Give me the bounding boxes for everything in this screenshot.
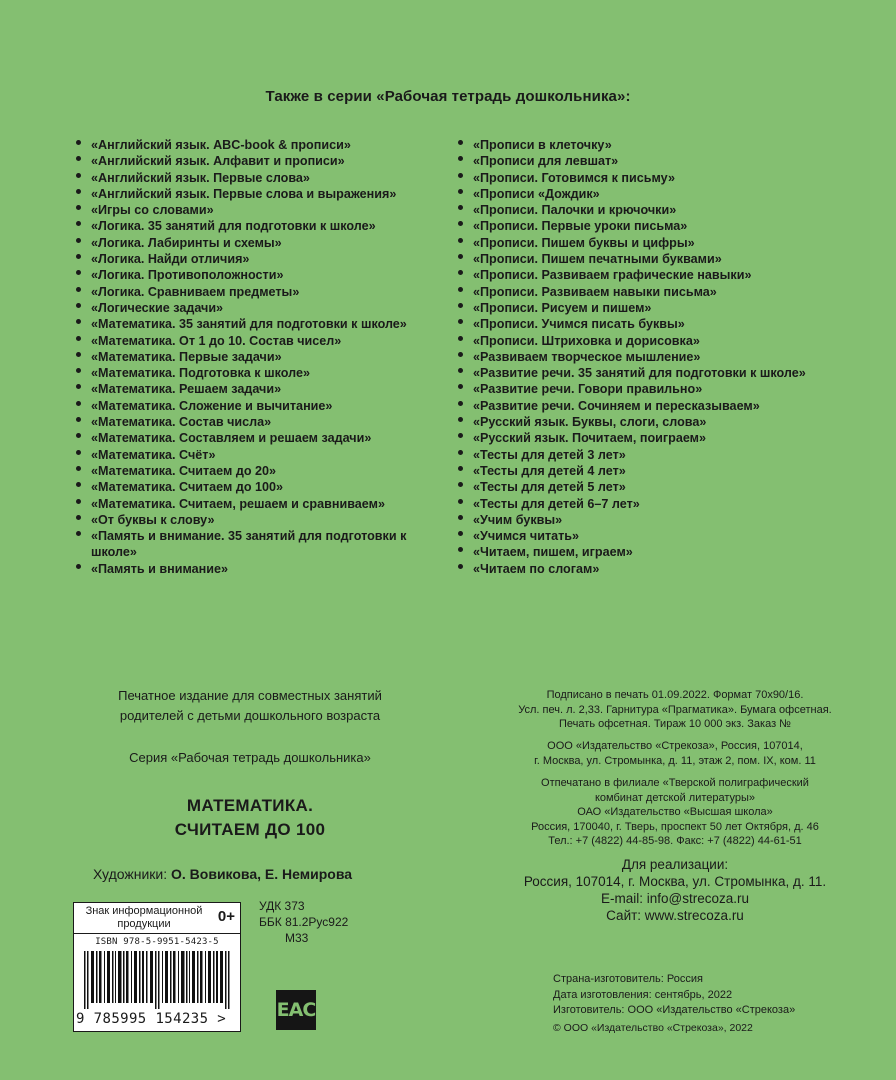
bullet-icon: [458, 221, 463, 226]
list-item: «Тесты для детей 4 лет»: [460, 463, 880, 479]
list-item: «Математика. Состав числа»: [78, 414, 438, 430]
book-title: МАТЕМАТИКА. СЧИТАЕМ ДО 100: [174, 796, 326, 839]
bullet-icon: [76, 156, 81, 161]
list-item: «Математика. От 1 до 10. Состав чисел»: [78, 333, 438, 349]
eac-mark-icon: EAC: [276, 990, 316, 1030]
bullet-icon: [458, 531, 463, 536]
bullet-icon: [458, 319, 463, 324]
bullet-icon: [458, 564, 463, 569]
bullet-icon: [76, 189, 81, 194]
bullet-icon: [458, 466, 463, 471]
bullet-icon: [458, 140, 463, 145]
bullet-icon: [458, 238, 463, 243]
bullet-icon: [458, 482, 463, 487]
bullet-icon: [76, 417, 81, 422]
list-item: «Математика. Считаем до 100»: [78, 479, 438, 495]
list-item: «Логика. Лабиринты и схемы»: [78, 235, 438, 251]
bullet-icon: [76, 287, 81, 292]
list-item: «Тесты для детей 5 лет»: [460, 479, 880, 495]
bullet-icon: [76, 173, 81, 178]
list-item: «Прописи. Готовимся к письму»: [460, 170, 880, 186]
list-item: «Прописи. Развиваем навыки письма»: [460, 284, 880, 300]
bullet-icon: [458, 303, 463, 308]
list-item: «Прописи. Штриховка и дорисовка»: [460, 333, 880, 349]
list-item: «Английский язык. Алфавит и прописи»: [78, 153, 438, 169]
bullet-icon: [458, 368, 463, 373]
copyright: © ООО «Издательство «Стрекоза», 2022: [553, 1022, 753, 1034]
bullet-icon: [458, 189, 463, 194]
list-item: «Учимся читать»: [460, 528, 880, 544]
list-item: «От буквы к слову»: [78, 512, 438, 528]
bullet-icon: [76, 531, 81, 536]
bullet-icon: [458, 270, 463, 275]
list-item: «Математика. Счёт»: [78, 447, 438, 463]
bullet-icon: [76, 303, 81, 308]
bullet-icon: [76, 336, 81, 341]
list-item: «Логика. 35 занятий для подготовки к школе»: [78, 218, 438, 234]
barcode-icon: [84, 951, 230, 1009]
classification-codes: УДК 373 ББК 81.2Рус922 М33: [259, 899, 349, 945]
list-item: «Английский язык. ABC-book & прописи»: [78, 137, 438, 153]
series-list-right: [460, 137, 880, 577]
list-item: «Развиваем творческое мышление»: [460, 349, 880, 365]
list-item: «Прописи. Пишем буквы и цифры»: [460, 235, 880, 251]
bullet-icon: [458, 173, 463, 178]
manufacture-info: Страна-изготовитель: Россия Дата изготовления: сентябрь, 2022 Изготовитель: ООО «Издательство «Стрекоза»: [553, 973, 796, 1016]
bullet-icon: [76, 433, 81, 438]
list-item: «Тесты для детей 6–7 лет»: [460, 496, 880, 512]
bullet-icon: [76, 140, 81, 145]
list-item: «Русский язык. Почитаем, поиграем»: [460, 430, 880, 446]
list-item: «Читаем, пишем, играем»: [460, 544, 880, 560]
list-item: «Логика. Найди отличия»: [78, 251, 438, 267]
list-item: «Математика. Составляем и решаем задачи»: [78, 430, 438, 446]
list-item: «Прописи. Первые уроки письма»: [460, 218, 880, 234]
list-item: «Английский язык. Первые слова и выражения»: [78, 186, 438, 202]
list-item: «Память и внимание. 35 занятий для подготовки к школе»: [78, 528, 431, 561]
list-item: «Учим буквы»: [460, 512, 880, 528]
publisher-info: ООО «Издательство «Стрекоза», Россия, 107014, г. Москва, ул. Стромынка, д. 11, этаж 2, пом. IX, ком. 11: [534, 740, 816, 767]
bullet-icon: [76, 401, 81, 406]
list-item: «Память и внимание»: [78, 561, 438, 577]
list-item: «Прописи в клеточку»: [460, 137, 880, 153]
bullet-icon: [76, 450, 81, 455]
bullet-icon: [76, 221, 81, 226]
list-item: «Логика. Сравниваем предметы»: [78, 284, 438, 300]
bullet-icon: [76, 466, 81, 471]
list-item: «Прописи. Пишем печатными буквами»: [460, 251, 880, 267]
bullet-icon: [458, 433, 463, 438]
list-item: «Прописи. Учимся писать буквы»: [460, 316, 880, 332]
printer-info: Отпечатано в филиале «Тверской полиграфический комбинат детской литературы» ОАО «Издательство «Высшая школа» Россия, 170040, г. Тверь, проспект 50 лет Октября, д. 46 Тел.: +7 (4822) 44-85-98. Факс: +7 (4822) 44-61-51: [531, 777, 819, 847]
bullet-icon: [76, 205, 81, 210]
bullet-icon: [76, 368, 81, 373]
list-item: «Математика. 35 занятий для подготовки к школе»: [78, 316, 438, 332]
list-item: «Математика. Считаем до 20»: [78, 463, 438, 479]
barcode-box: [73, 902, 241, 1032]
list-item: «Прописи «Дождик»: [460, 186, 880, 202]
list-item: «Читаем по слогам»: [460, 561, 880, 577]
list-item: «Прописи. Развиваем графические навыки»: [460, 267, 880, 283]
bullet-icon: [458, 547, 463, 552]
list-item: «Логика. Противоположности»: [78, 267, 438, 283]
list-item: «Математика. Подготовка к школе»: [78, 365, 438, 381]
bullet-icon: [458, 254, 463, 259]
bullet-icon: [76, 564, 81, 569]
age-rating: 0+: [217, 908, 235, 925]
list-item: «Русский язык. Буквы, слоги, слова»: [460, 414, 880, 430]
list-item: «Логические задачи»: [78, 300, 438, 316]
bullet-icon: [76, 319, 81, 324]
bullet-icon: [458, 156, 463, 161]
info-product-label: Знак информационной продукции: [85, 905, 203, 930]
list-item: «Развитие речи. Сочиняем и пересказываем»: [460, 398, 880, 414]
realization-info: Для реализации: Россия, 107014, г. Москва, ул. Стромынка, д. 11. E-mail: info@strecoza.ru Сайт: www.strecoza.ru: [523, 857, 827, 923]
print-info: Подписано в печать 01.09.2022. Формат 70х90/16. Усл. печ. л. 2,33. Гарнитура «Прагматика». Бумага офсетная. Печать офсетная. Тираж 10 000 экз. Заказ №: [518, 689, 832, 730]
list-item: «Тесты для детей 3 лет»: [460, 447, 880, 463]
series-list-left: [78, 137, 438, 577]
list-item: «Математика. Сложение и вычитание»: [78, 398, 438, 414]
bullet-icon: [458, 499, 463, 504]
list-item: «Прописи. Рисуем и пишем»: [460, 300, 880, 316]
bullet-icon: [76, 384, 81, 389]
info-product-sign: [74, 903, 240, 934]
series-note: Серия «Рабочая тетрадь дошкольника»: [129, 750, 371, 765]
bullet-icon: [458, 384, 463, 389]
list-item: «Прописи для левшат»: [460, 153, 880, 169]
isbn: ISBN 978-5-9951-5423-5: [95, 937, 219, 947]
bullet-icon: [76, 352, 81, 357]
list-item: «Прописи. Палочки и крючочки»: [460, 202, 880, 218]
bullet-icon: [458, 205, 463, 210]
list-item: «Математика. Первые задачи»: [78, 349, 438, 365]
bullet-icon: [458, 450, 463, 455]
bullet-icon: [76, 238, 81, 243]
list-item: «Математика. Считаем, решаем и сравниваем»: [78, 496, 438, 512]
bullet-icon: [458, 401, 463, 406]
edition-note: Печатное издание для совместных занятий родителей с детьми дошкольного возраста: [118, 688, 382, 723]
bullet-icon: [458, 352, 463, 357]
bullet-icon: [76, 482, 81, 487]
list-item: «Развитие речи. Говори правильно»: [460, 381, 880, 397]
list-item: «Математика. Решаем задачи»: [78, 381, 438, 397]
bullet-icon: [76, 254, 81, 259]
bullet-icon: [458, 515, 463, 520]
bullet-icon: [458, 287, 463, 292]
bullet-icon: [76, 515, 81, 520]
bullet-icon: [458, 417, 463, 422]
list-item: «Игры со словами»: [78, 202, 438, 218]
series-heading: Также в серии «Рабочая тетрадь дошкольника»:: [265, 88, 631, 105]
bullet-icon: [76, 270, 81, 275]
list-item: «Развитие речи. 35 занятий для подготовки к школе»: [460, 365, 880, 381]
bullet-icon: [76, 499, 81, 504]
ean-number: 9 785995 154235 >: [76, 1011, 227, 1027]
list-item: «Английский язык. Первые слова»: [78, 170, 438, 186]
bullet-icon: [458, 336, 463, 341]
artists-credit: Художники: О. Вовикова, Е. Немирова: [93, 866, 353, 882]
